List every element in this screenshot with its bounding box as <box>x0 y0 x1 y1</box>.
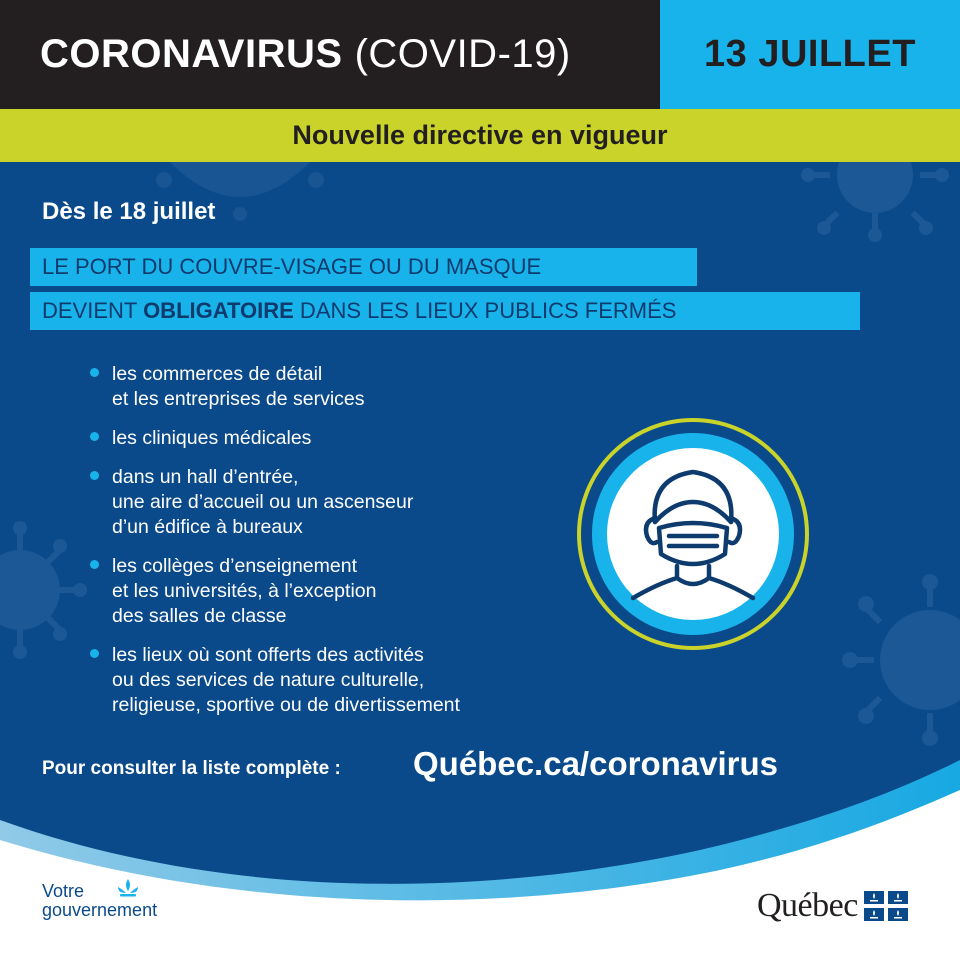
title-bar <box>0 0 660 109</box>
bullet-icon <box>90 432 99 441</box>
list-item <box>112 554 592 629</box>
date-label: 13 JUILLET <box>704 33 916 75</box>
places-list <box>112 362 592 732</box>
consult-link[interactable]: Québec.ca/coronavirus <box>413 745 778 782</box>
list-item-text: les cliniques médicales <box>112 427 312 449</box>
virus-decoration-icon <box>830 570 960 750</box>
gov-logo-line2: gouvernement <box>42 900 158 920</box>
banner-line-1-text: LE PORT DU COUVRE-VISAGE OU DU MASQUE <box>42 254 542 279</box>
list-item <box>112 465 592 540</box>
virus-decoration-icon <box>0 520 90 660</box>
list-item <box>112 643 592 718</box>
bullet-icon <box>90 649 99 658</box>
banner-line-2-suffix: DANS LES LIEUX PUBLICS FERMÉS <box>293 298 677 323</box>
banner-line-1 <box>30 248 697 286</box>
person-wearing-mask-icon <box>577 418 809 650</box>
bullet-icon <box>90 560 99 569</box>
date-box <box>660 0 960 109</box>
quebec-flag-icon <box>864 891 908 921</box>
bullet-icon <box>90 471 99 480</box>
fleur-de-lis-icon <box>116 879 140 901</box>
banner-line-2-bold: OBLIGATOIRE <box>143 298 294 323</box>
gov-logo-line1: Votre <box>42 881 85 901</box>
footer-wave <box>0 760 960 960</box>
quebec-wordmark: Québec <box>757 887 858 924</box>
consult-label: Pour consulter la liste complète : <box>42 758 341 779</box>
page-title: CORONAVIRUS <box>40 32 343 76</box>
page-title-sub: (COVID-19) <box>354 32 571 76</box>
subheader-text: Nouvelle directive en vigueur <box>292 120 668 150</box>
list-item <box>112 426 592 451</box>
list-item-text: les lieux où sont offerts des activités ou des services de nature culturelle, religieuse, sportive ou de divertissement <box>112 644 460 716</box>
start-date: Dès le 18 juillet <box>42 198 216 225</box>
list-item-text: les commerces de détail et les entreprises de services <box>112 363 365 410</box>
list-item <box>112 362 592 412</box>
list-item-text: les collèges d’enseignement et les universités, à l’exception des salles de classe <box>112 555 377 627</box>
list-item-text: dans un hall d’entrée, une aire d’accueil ou un ascenseur d’un édifice à bureaux <box>112 466 414 538</box>
banner-line-2-prefix: DEVIENT <box>42 298 144 323</box>
banner-line-2 <box>30 292 860 330</box>
bullet-icon <box>90 368 99 377</box>
quebec-logo <box>757 887 908 925</box>
subheader-bar <box>0 109 960 162</box>
